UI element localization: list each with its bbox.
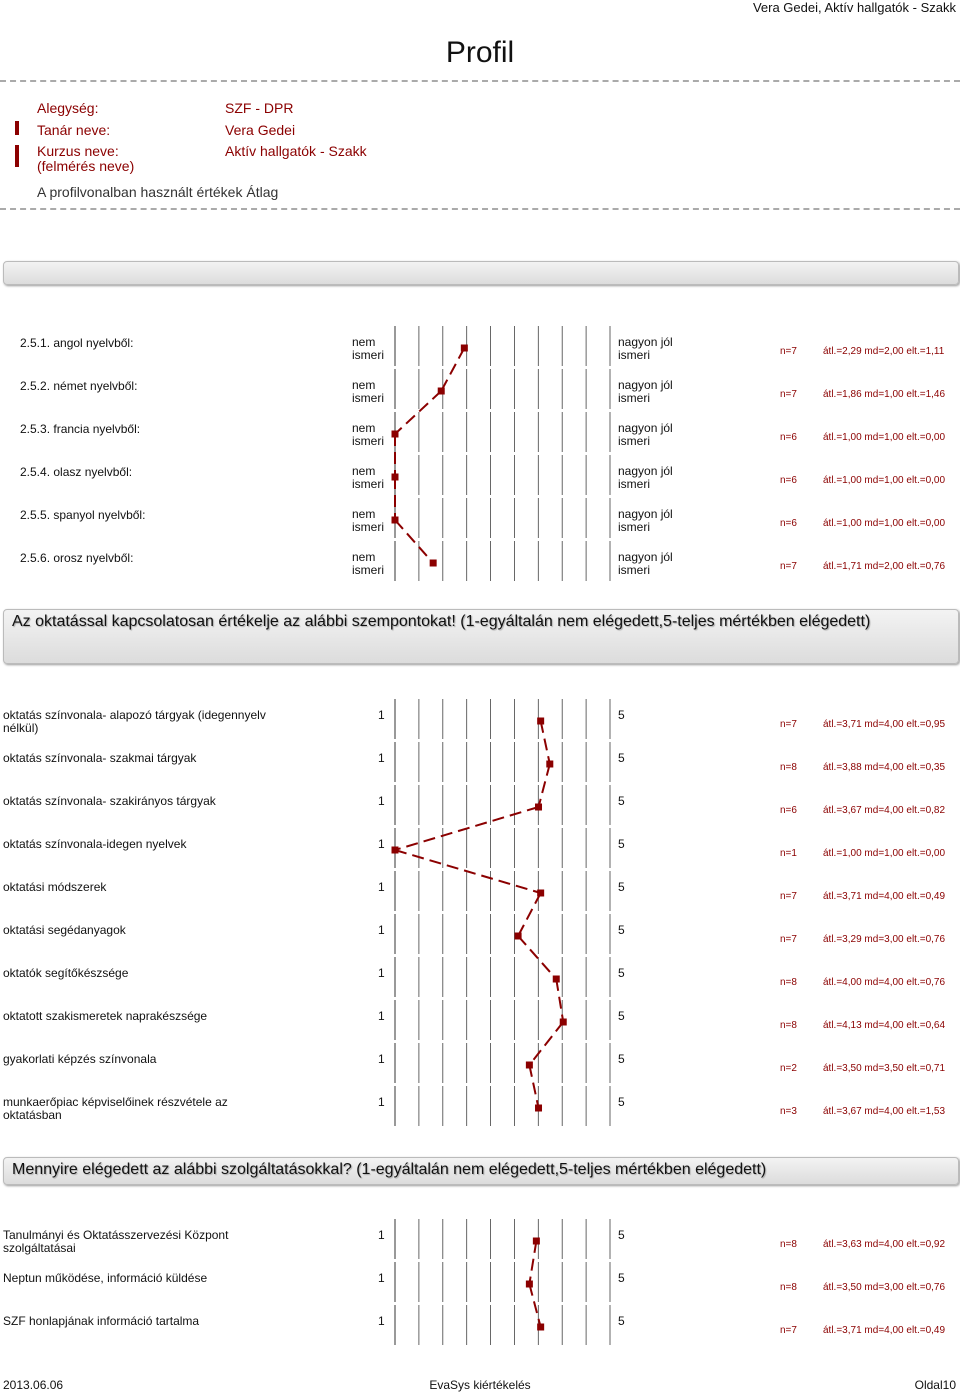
profile-segment	[518, 893, 541, 936]
mean-marker	[535, 1105, 542, 1112]
profile-segment	[539, 764, 550, 807]
page-title: Profil	[445, 36, 515, 69]
mean-marker	[392, 517, 399, 524]
left-anchor: nem ismeri	[352, 421, 384, 448]
meta-value-course: Aktív hallgatók - Szakk	[225, 143, 367, 159]
right-anchor: 5	[618, 1228, 625, 1242]
left-anchor: nem ismeri	[352, 378, 384, 405]
mean-marker	[546, 761, 553, 768]
stat-summary: átl.=1,00 md=1,00 elt.=0,00	[823, 518, 946, 529]
right-anchor: 5	[618, 1052, 625, 1066]
profile-segment	[529, 1022, 563, 1065]
header-top-right: Vera Gedei, Aktív hallgatók - Szakk	[752, 0, 956, 15]
stat-n: n=8	[780, 1020, 797, 1031]
meta-label-course-sub: (felmérés neve)	[37, 158, 135, 174]
right-anchor: nagyon jól ismeri	[618, 464, 673, 491]
stat-n: n=7	[780, 934, 797, 945]
mean-marker	[535, 804, 542, 811]
section-title-1: Az oktatással kapcsolatosan értékelje az alábbi szempontokat! (1-egyáltalán nem elégedett,5-teljes mértékben elégedett)	[12, 613, 871, 630]
stat-n: n=7	[780, 346, 797, 357]
question-label: oktatás színvonala-idegen nyelvek	[3, 837, 187, 851]
stat-n: n=6	[780, 432, 797, 443]
mean-marker	[537, 1324, 544, 1331]
left-anchor: 1	[378, 966, 385, 980]
stat-n: n=7	[780, 719, 797, 730]
profile-segment	[395, 391, 441, 434]
left-anchor: 1	[378, 794, 385, 808]
stat-summary: átl.=3,29 md=3,00 elt.=0,76	[823, 934, 946, 945]
stat-summary: átl.=1,00 md=1,00 elt.=0,00	[823, 475, 946, 486]
left-anchor: 1	[378, 1271, 385, 1285]
left-anchor: 1	[378, 837, 385, 851]
stat-summary: átl.=3,71 md=4,00 elt.=0,49	[823, 1325, 946, 1336]
mean-marker	[392, 474, 399, 481]
right-anchor: 5	[618, 1009, 625, 1023]
left-anchor: 1	[378, 1095, 385, 1109]
question-label: SZF honlapjának információ tartalma	[3, 1314, 200, 1328]
profile-segment	[441, 348, 464, 391]
left-anchor: nem ismeri	[352, 507, 384, 534]
right-anchor: 5	[618, 923, 625, 937]
question-label: oktatók segítőkészsége	[3, 966, 129, 980]
profile-segment	[529, 1284, 540, 1327]
stat-n: n=6	[780, 805, 797, 816]
mean-marker	[533, 1238, 540, 1245]
stat-summary: átl.=3,50 md=3,00 elt.=0,76	[823, 1282, 946, 1293]
right-anchor: 5	[618, 708, 625, 722]
stat-summary: átl.=2,29 md=2,00 elt.=1,11	[823, 346, 945, 357]
mean-marker	[461, 345, 468, 352]
stat-summary: átl.=1,71 md=2,00 elt.=0,76	[823, 561, 946, 572]
left-anchor: 1	[378, 751, 385, 765]
left-anchor: 1	[378, 1052, 385, 1066]
stat-summary: átl.=4,13 md=4,00 elt.=0,64	[823, 1020, 946, 1031]
left-anchor: 1	[378, 880, 385, 894]
stat-summary: átl.=3,67 md=4,00 elt.=1,53	[823, 1106, 946, 1117]
right-anchor: 5	[618, 1314, 625, 1328]
left-anchor: 1	[378, 1228, 385, 1242]
question-label: 2.5.6. orosz nyelvből:	[20, 551, 134, 565]
mean-marker	[392, 431, 399, 438]
footer-center: EvaSys kiértékelés	[429, 1378, 531, 1392]
question-label: 2.5.1. angol nyelvből:	[20, 336, 134, 350]
left-anchor: 1	[378, 1314, 385, 1328]
footer-date: 2013.06.06	[3, 1378, 64, 1392]
stat-summary: átl.=3,71 md=4,00 elt.=0,95	[823, 719, 946, 730]
stat-n: n=2	[780, 1063, 797, 1074]
mean-marker	[438, 388, 445, 395]
profile-segment	[529, 1241, 536, 1284]
footer-page: Oldal10	[914, 1378, 956, 1392]
meta-value-unit: SZF - DPR	[225, 100, 294, 116]
profile-segment	[529, 1065, 538, 1108]
stat-n: n=8	[780, 1239, 797, 1250]
left-anchor: nem ismeri	[352, 464, 384, 491]
stat-n: n=6	[780, 518, 797, 529]
right-anchor: 5	[618, 966, 625, 980]
stat-n: n=1	[780, 848, 797, 859]
mean-marker	[560, 1019, 567, 1026]
meta-label-unit: Alegység:	[37, 100, 99, 116]
right-anchor: nagyon jól ismeri	[618, 378, 673, 405]
stat-n: n=8	[780, 762, 797, 773]
stat-summary: átl.=3,71 md=4,00 elt.=0,49	[823, 891, 946, 902]
question-label: 2.5.5. spanyol nyelvből:	[20, 508, 146, 522]
left-anchor: 1	[378, 923, 385, 937]
left-anchor: 1	[378, 1009, 385, 1023]
meta-label-teacher: Tanár neve:	[37, 122, 111, 138]
meta-label-course: Kurzus neve:	[37, 143, 119, 159]
question-label: oktatás színvonala- szakmai tárgyak	[3, 751, 197, 765]
stat-summary: átl.=4,00 md=4,00 elt.=0,76	[823, 977, 946, 988]
mean-marker	[515, 933, 522, 940]
question-label: 2.5.4. olasz nyelvből:	[20, 465, 133, 479]
section-title-2: Mennyire elégedett az alábbi szolgáltatásokkal? (1-egyáltalán nem elégedett,5-teljes mértékben elégedett)	[12, 1161, 767, 1178]
question-label: Neptun működése, információ küldése	[3, 1271, 208, 1285]
stat-n: n=7	[780, 1325, 797, 1336]
stat-n: n=7	[780, 389, 797, 400]
left-anchor: nem ismeri	[352, 335, 384, 362]
question-label: oktatás színvonala- alapozó tárgyak (idegennyelv nélkül)	[3, 708, 266, 735]
stat-n: n=7	[780, 891, 797, 902]
right-anchor: 5	[618, 880, 625, 894]
mean-marker	[537, 890, 544, 897]
question-label: 2.5.3. francia nyelvből:	[20, 422, 141, 436]
question-label: oktatás színvonala- szakirányos tárgyak	[3, 794, 216, 808]
stat-n: n=8	[780, 977, 797, 988]
mean-marker	[526, 1062, 533, 1069]
question-label: gyakorlati képzés színvonala	[3, 1052, 157, 1066]
question-label: 2.5.2. német nyelvből:	[20, 379, 138, 393]
right-anchor: nagyon jól ismeri	[618, 550, 673, 577]
stat-summary: átl.=3,88 md=4,00 elt.=0,35	[823, 762, 946, 773]
question-label: Tanulmányi és Oktatásszervezési Központ szolgáltatásai	[3, 1228, 229, 1255]
profile-segment	[395, 520, 433, 563]
mean-marker	[553, 976, 560, 983]
mean-marker	[537, 718, 544, 725]
profile-segment	[541, 721, 550, 764]
mean-marker	[430, 560, 437, 567]
stat-n: n=6	[780, 475, 797, 486]
stat-summary: átl.=1,00 md=1,00 elt.=0,00	[823, 432, 946, 443]
right-anchor: 5	[618, 1271, 625, 1285]
avg-note: A profilvonalban használt értékek Átlag	[37, 184, 279, 200]
right-anchor: nagyon jól ismeri	[618, 421, 673, 448]
mean-marker	[392, 847, 399, 854]
stat-n: n=7	[780, 561, 797, 572]
left-anchor: nem ismeri	[352, 550, 384, 577]
stat-summary: átl.=1,86 md=1,00 elt.=1,46	[823, 389, 946, 400]
right-anchor: nagyon jól ismeri	[618, 507, 673, 534]
stat-n: n=8	[780, 1282, 797, 1293]
question-label: oktatási segédanyagok	[3, 923, 126, 937]
right-anchor: 5	[618, 1095, 625, 1109]
stat-summary: átl.=3,63 md=4,00 elt.=0,92	[823, 1239, 946, 1250]
question-label: oktatott szakismeretek naprakészsége	[3, 1009, 208, 1023]
right-anchor: 5	[618, 837, 625, 851]
profile-segment	[518, 936, 556, 979]
right-anchor: 5	[618, 794, 625, 808]
profile-segment	[395, 850, 541, 893]
stat-summary: átl.=1,00 md=1,00 elt.=0,00	[823, 848, 946, 859]
stat-n: n=3	[780, 1106, 797, 1117]
question-label: munkaerőpiac képviselőinek részvétele az oktatásban	[3, 1095, 228, 1122]
question-label: oktatási módszerek	[3, 880, 107, 894]
right-anchor: 5	[618, 751, 625, 765]
right-anchor: nagyon jól ismeri	[618, 335, 673, 362]
meta-value-teacher: Vera Gedei	[225, 122, 296, 138]
mean-marker	[526, 1281, 533, 1288]
stat-summary: átl.=3,67 md=4,00 elt.=0,82	[823, 805, 946, 816]
stat-summary: átl.=3,50 md=3,50 elt.=0,71	[823, 1063, 946, 1074]
left-anchor: 1	[378, 708, 385, 722]
